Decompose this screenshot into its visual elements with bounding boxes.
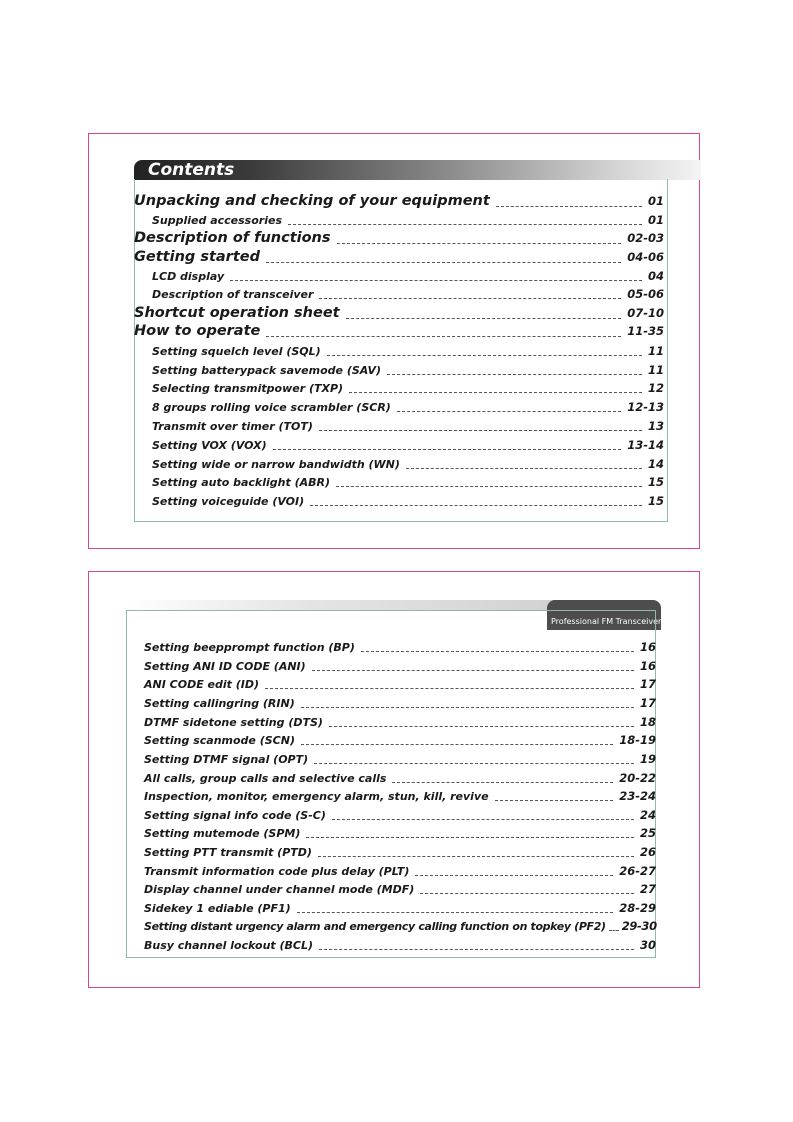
toc-leader (495, 787, 614, 805)
toc-entry-page: 02-03 (627, 231, 664, 245)
toc-entry-page: 11 (647, 363, 664, 377)
toc-entry-label: Transmit information code plus delay (PLT) (144, 865, 410, 878)
toc-entry[interactable] (144, 936, 656, 954)
toc-entry-page: 12-13 (627, 400, 664, 414)
toc-entry-page: 18-19 (619, 733, 656, 747)
toc-entry-main[interactable] (134, 304, 664, 323)
toc-leader (288, 211, 642, 229)
toc-entry-page: 30 (639, 938, 656, 952)
toc-leader (387, 361, 642, 379)
toc-entry-label: Sidekey 1 ediable (PF1) (144, 902, 291, 915)
toc-leader (297, 899, 614, 917)
toc-entry-sub[interactable] (152, 267, 664, 285)
toc-entry-page: 14 (647, 457, 664, 471)
toc-entry[interactable] (144, 694, 656, 712)
toc-entry-main[interactable] (134, 248, 664, 267)
toc-entry-label: Busy channel lockout (BCL) (144, 939, 314, 952)
toc-entry-main[interactable] (134, 229, 664, 248)
toc-entry-label: Unpacking and checking of your equipment (134, 193, 490, 209)
toc-entry-page: 17 (639, 696, 656, 710)
toc-leader (420, 880, 634, 898)
toc-entry[interactable] (144, 806, 656, 824)
toc-entry-page: 11-35 (627, 324, 664, 338)
toc-entry[interactable] (144, 750, 656, 768)
toc-leader (406, 455, 642, 473)
toc-entry-page: 27 (639, 882, 656, 896)
toc-entry-label: All calls, group calls and selective calls (144, 772, 387, 785)
toc-entry-label: Setting mutemode (SPM) (144, 827, 301, 840)
toc-entry-label: Display channel under channel mode (MDF) (144, 883, 415, 896)
toc-leader (301, 731, 613, 749)
toc-entry-label: Transmit over timer (TOT) (152, 420, 313, 433)
toc-entry-label: Inspection, monitor, emergency alarm, stun, kill, revive (144, 790, 489, 803)
toc-leader (314, 750, 634, 768)
toc-entry-label: ANI CODE edit (ID) (144, 678, 260, 691)
contents-panel-top (88, 133, 700, 549)
toc-entry-page: 25 (639, 826, 656, 840)
toc-entry-page: 07-10 (627, 306, 664, 320)
toc-entry-sub[interactable] (152, 473, 664, 491)
toc-leader (346, 304, 622, 323)
toc-entry-page: 04-06 (627, 250, 664, 264)
toc-entry-sub[interactable] (152, 379, 664, 397)
toc-leader (312, 657, 634, 675)
toc-entry-label: Description of functions (134, 230, 331, 246)
toc-entry-page: 13 (647, 419, 664, 433)
toc-leader (319, 936, 634, 954)
toc-entry[interactable] (144, 880, 656, 898)
toc-leader (327, 342, 642, 360)
toc-entry-label: Setting distant urgency alarm and emergency calling function on topkey (PF2) (144, 920, 606, 933)
toc-leader (496, 192, 642, 211)
toc-leader (319, 285, 621, 303)
toc-entry-label: Setting signal info code (S-C) (144, 809, 326, 822)
toc-entry-page: 11 (647, 344, 664, 358)
toc-entry-label: Setting scanmode (SCN) (144, 734, 295, 747)
toc-leader (319, 417, 642, 435)
toc-entry-sub[interactable] (152, 436, 664, 454)
toc-entry-label: Getting started (134, 249, 260, 265)
toc-entry-label: Shortcut operation sheet (134, 305, 340, 321)
toc-entry-sub[interactable] (152, 211, 664, 229)
toc-entry-label: Setting VOX (VOX) (152, 439, 267, 452)
toc-entry[interactable] (144, 862, 656, 880)
toc-entry-label: Setting beepprompt function (BP) (144, 641, 355, 654)
toc-leader (392, 769, 613, 787)
toc-entry-page: 13-14 (627, 438, 664, 452)
toc-entry-page: 16 (639, 640, 656, 654)
toc-entry-page: 05-06 (627, 287, 664, 301)
contents-header-bar (134, 160, 701, 180)
toc-entry[interactable] (144, 917, 656, 935)
toc-entry[interactable] (144, 731, 656, 749)
toc-leader (273, 436, 622, 454)
toc-entry-page: 16 (639, 659, 656, 673)
toc-leader (336, 473, 642, 491)
toc-entry-label: Setting DTMF signal (OPT) (144, 753, 309, 766)
header-tab-label: Professional FM Transceiver (551, 617, 662, 626)
toc-entry-label: Setting PTT transmit (PTD) (144, 846, 312, 859)
toc-entry-sub[interactable] (152, 361, 664, 379)
toc-entry-page: 15 (647, 494, 664, 508)
toc-entry[interactable] (144, 675, 656, 693)
contents-title: Contents (148, 160, 235, 180)
toc-entry-sub[interactable] (152, 285, 664, 303)
toc-entry-label: 8 groups rolling voice scrambler (SCR) (152, 401, 391, 414)
toc-entry-page: 04 (647, 269, 664, 283)
toc-entry-page: 26 (639, 845, 656, 859)
toc-entry-page: 01 (647, 194, 664, 208)
toc-leader (361, 638, 634, 656)
toc-entry-page: 01 (647, 213, 664, 227)
toc-leader (397, 398, 621, 416)
toc-entry-page: 20-22 (619, 771, 656, 785)
toc-leader (306, 824, 634, 842)
toc-entry-label: Setting callingring (RIN) (144, 697, 295, 710)
toc-entry-page: 17 (639, 677, 656, 691)
toc-leader (265, 675, 634, 693)
toc-entry[interactable] (144, 899, 656, 917)
toc-entry[interactable] (144, 657, 656, 675)
toc-entry-sub[interactable] (152, 398, 664, 416)
toc-entry-sub[interactable] (152, 492, 664, 510)
toc-entry-page: 28-29 (619, 901, 656, 915)
toc-entry-label: Selecting transmitpower (TXP) (152, 382, 344, 395)
toc-entry[interactable] (144, 638, 656, 656)
toc-entry-page: 24 (639, 808, 656, 822)
toc-entry-sub[interactable] (152, 342, 664, 360)
toc-leader (310, 492, 642, 510)
contents-panel-bottom (88, 571, 700, 988)
toc-entry-label: Setting wide or narrow bandwidth (WN) (152, 458, 400, 471)
toc-leader (329, 713, 634, 731)
toc-entry[interactable] (144, 843, 656, 861)
toc-entry[interactable] (144, 713, 656, 731)
toc-entry-main[interactable] (134, 322, 664, 341)
toc-leader (266, 322, 621, 341)
toc-entry[interactable] (144, 769, 656, 787)
toc-leader (415, 862, 613, 880)
toc-leader (266, 248, 621, 267)
toc-entry-label: Setting voiceguide (VOI) (152, 495, 305, 508)
toc-entry-page: 29-30 (621, 919, 657, 933)
toc-entry-label: DTMF sidetone setting (DTS) (144, 716, 323, 729)
toc-entry-page: 26-27 (619, 864, 656, 878)
toc-leader (332, 806, 634, 824)
toc-entry[interactable] (144, 787, 656, 805)
toc-entry-page: 15 (647, 475, 664, 489)
toc-entry-label: LCD display (152, 270, 225, 283)
toc-entry-sub[interactable] (152, 417, 664, 435)
toc-entry-main[interactable] (134, 192, 664, 211)
toc-entry-page: 18 (639, 715, 656, 729)
toc-entry-label: Setting ANI ID CODE (ANI) (144, 660, 306, 673)
toc-entry-label: How to operate (134, 323, 261, 339)
toc-leader (318, 843, 634, 861)
toc-leader (337, 229, 622, 248)
toc-entry[interactable] (144, 824, 656, 842)
toc-entry-label: Supplied accessories (152, 214, 282, 227)
toc-entry-sub[interactable] (152, 455, 664, 473)
toc-leader (301, 694, 634, 712)
toc-leader (609, 917, 619, 935)
toc-entry-page: 19 (639, 752, 656, 766)
toc-leader (230, 267, 642, 285)
toc-entry-page: 23-24 (619, 789, 656, 803)
toc-entry-label: Setting auto backlight (ABR) (152, 476, 330, 489)
toc-leader (349, 379, 642, 397)
toc-entry-label: Description of transceiver (152, 288, 314, 301)
toc-entry-page: 12 (647, 381, 664, 395)
toc-entry-label: Setting batterypack savemode (SAV) (152, 364, 382, 377)
toc-entry-label: Setting squelch level (SQL) (152, 345, 321, 358)
